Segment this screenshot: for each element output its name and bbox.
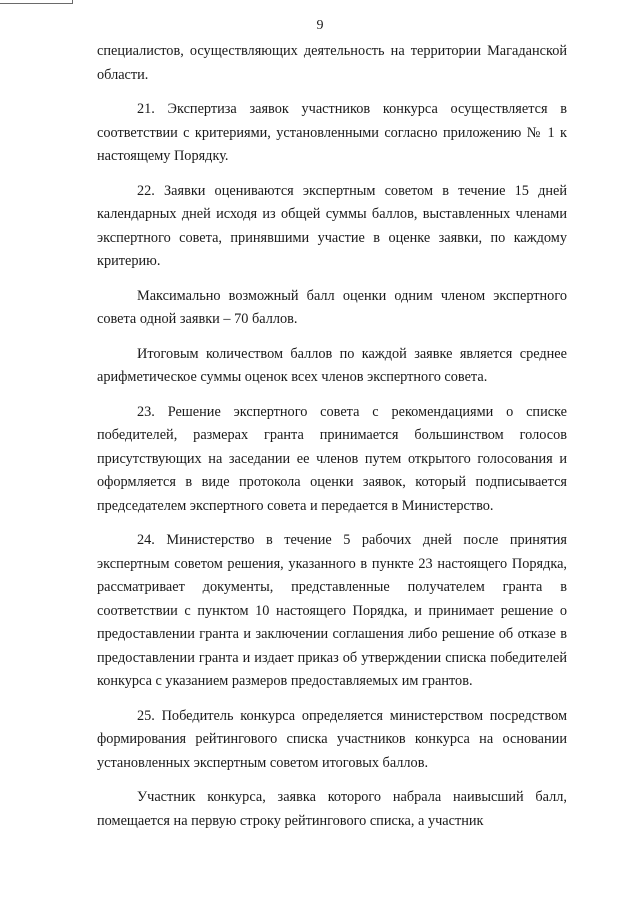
paragraph-final-score: Итоговым количеством баллов по каждой заявке является среднее арифметическое суммы оценок всех членов экспертного совета. <box>97 345 567 385</box>
paragraph-continuation: специалистов, осуществляющих деятельность на территории Магаданской области. <box>97 43 567 83</box>
scan-edge-mark <box>0 0 73 4</box>
paragraph-max-score: Максимально возможный балл оценки одним членом экспертного совета одной заявки – 70 баллов. <box>97 287 567 327</box>
paragraph-item-24: 24. Министерство в течение 5 рабочих дней после принятия экспертным советом решения, указанного в пункте 23 настоящего Порядка, рассматривает документы, представленные получателем гранта в соответствии с пунктом 10 настоящего Порядка, и принимает решение о предоставлении гранта и заключении соглашения либо решение об отказе в предоставлении гранта и издает приказ об утверждении списка победителей конкурса с указанием размеров предоставляемых им грантов. <box>97 532 567 689</box>
paragraph-rating-list: Участник конкурса, заявка которого набрала наивысший балл, помещается на первую строку рейтингового списка, а участник <box>97 789 567 829</box>
page-number: 9 <box>316 18 324 33</box>
paragraph-item-22: 22. Заявки оцениваются экспертным советом в течение 15 дней календарных дней исходя из общей суммы баллов, выставленных членами экспертного совета, принявшими участие в оценке заявки, по каждому критерию. <box>97 182 567 269</box>
paragraph-item-23: 23. Решение экспертного совета с рекомендациями о списке победителей, размерах гранта принимается большинством голосов присутствующих на заседании ее членов путем открытого голосования и оформляется в виде протокола оценки заявок, который подписывается председателем экспертного совета и передается в Министерство. <box>97 403 567 514</box>
document-body <box>97 40 567 844</box>
paragraph-item-25: 25. Победитель конкурса определяется министерством посредством формирования рейтингового списка участников конкурса на основании установленных экспертным советом итоговых баллов. <box>97 707 567 771</box>
paragraph-item-21: 21. Экспертиза заявок участников конкурса осуществляется в соответствии с критериями, установленными согласно приложению № 1 к настоящему Порядку. <box>97 101 567 164</box>
